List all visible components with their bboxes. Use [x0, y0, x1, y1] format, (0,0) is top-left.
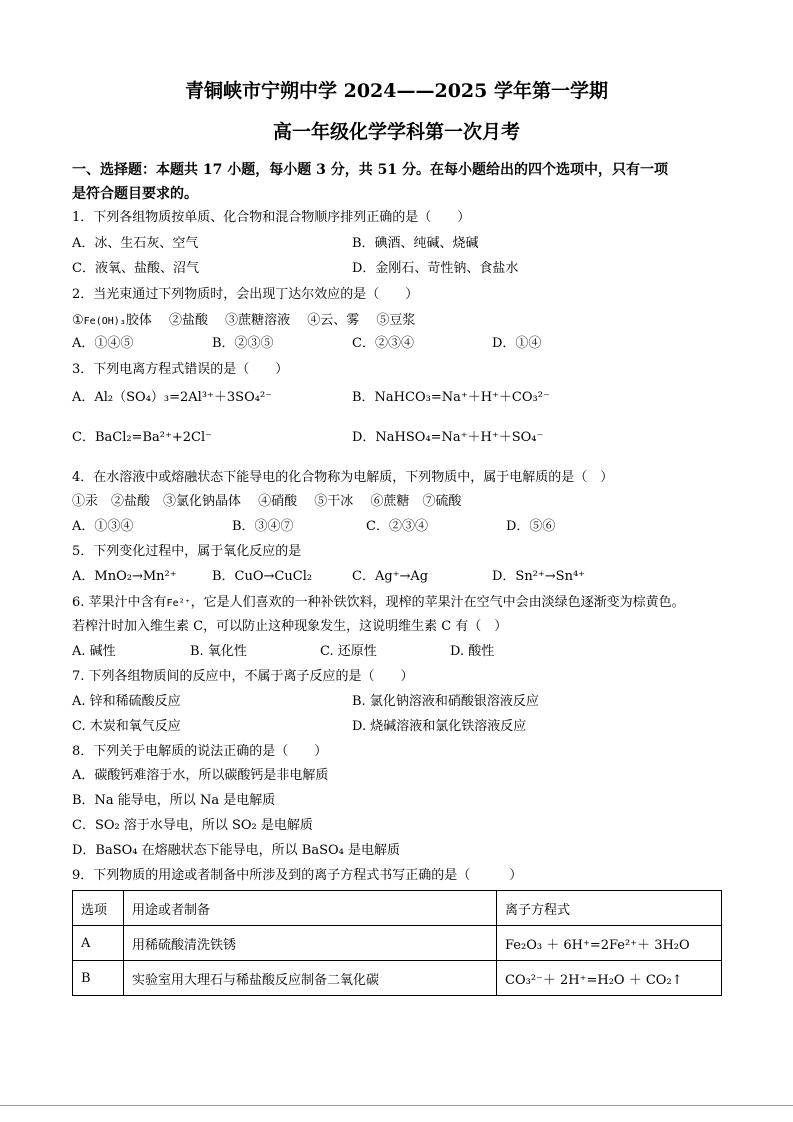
q6-stem-line2: 若榨汁时加入维生素 C，可以防止这种现象发生，这说明维生素 C 有（ ）	[72, 619, 508, 634]
q2-item-marker: ①	[72, 313, 84, 328]
q1-option-a: A．冰、生石灰、空气	[72, 236, 199, 251]
q6-stem-post: ，它是人们喜欢的一种补铁饮料，现榨的苹果汁在空气中会由淡绿色逐渐变为棕黄色。	[190, 595, 685, 610]
q2-option-c: C．②③④	[352, 336, 414, 351]
q2-option-d: D．①④	[492, 336, 542, 351]
q1-stem: 1．下列各组物质按单质、化合物和混合物顺序排列正确的是（ ）	[72, 210, 471, 225]
q3-stem: 3．下列电离方程式错误的是（ ）	[72, 362, 289, 377]
q9-table	[72, 890, 722, 996]
q3-option-d: D．NaHSO₄=Na⁺＋H⁺＋SO₄⁻	[352, 430, 544, 445]
q2-stem: 2．当光束通过下列物质时，会出现丁达尔效应的是（ ）	[72, 287, 419, 302]
q7-option-a: A. 锌和稀硫酸反应	[72, 694, 181, 709]
table-row	[73, 926, 722, 961]
exam-title: 青铜峡市宁朔中学 2024——2025 学年第一学期	[185, 80, 608, 102]
q4-option-b: B．③④⑦	[232, 519, 294, 534]
q1-option-d: D．金刚石、苛性钠、食盐水	[352, 261, 519, 276]
header-option: 选项	[73, 891, 124, 926]
q4-option-d: D．⑤⑥	[506, 519, 556, 534]
q4-option-c: C．②③④	[366, 519, 428, 534]
q8-option-b: B．Na 能导电，所以 Na 是电解质	[72, 793, 276, 808]
row-equation: Fe₂O₃ ＋ 6H⁺=2Fe²⁺＋ 3H₂O	[497, 926, 722, 961]
table-header-row	[73, 891, 722, 926]
q5-option-c: C．Ag⁺→Ag	[352, 569, 429, 584]
q5-option-a: A．MnO₂→Mn²⁺	[72, 569, 177, 584]
q6-option-c: C. 还原性	[320, 644, 377, 659]
section-heading-cont: 是符合题目要求的。	[72, 186, 198, 202]
section-heading: 一、选择题：本题共 17 小题，每小题 3 分，共 51 分。在每小题给出的四个选项中，只有一项	[72, 162, 668, 178]
q6-option-a: A. 碱性	[72, 644, 116, 659]
fe-oh3-formula: Fe(OH)₃	[83, 316, 126, 327]
row-usage: 用稀硫酸清洗铁锈	[124, 926, 497, 961]
row-option: A	[73, 926, 124, 961]
row-option: B	[73, 961, 124, 996]
q3-option-c: C．BaCl₂=Ba²⁺+2Cl⁻	[72, 430, 212, 445]
q5-option-d: D．Sn²⁺→Sn⁴⁺	[492, 569, 586, 584]
table-row	[73, 961, 722, 996]
q9-stem: 9．下列物质的用途或者制备中所涉及到的离子方程式书写正确的是（ ）	[72, 868, 523, 883]
q7-option-b: B. 氯化钠溶液和硝酸银溶液反应	[352, 694, 539, 709]
q7-stem: 7. 下列各组物质间的反应中，不属于离子反应的是（ ）	[72, 669, 414, 684]
q3-option-b: B．NaHCO₃=Na⁺＋H⁺＋CO₃²⁻	[352, 390, 550, 405]
q2-items-rest: 胶体 ②盐酸 ③蔗糖溶液 ④云、雾 ⑤豆浆	[125, 313, 416, 328]
q2-items	[72, 313, 415, 330]
q3-option-a: A．Al₂（SO₄）₃=2Al³⁺＋3SO₄²⁻	[72, 390, 273, 405]
q1-option-b: B．碘酒、纯碱、烧碱	[352, 236, 479, 251]
q6-option-d: D. 酸性	[450, 644, 495, 659]
header-usage: 用途或者制备	[124, 891, 497, 926]
q5-stem: 5．下列变化过程中，属于氧化反应的是	[72, 544, 302, 559]
q5-option-b: B．CuO→CuCl₂	[212, 569, 313, 584]
q7-option-c: C. 木炭和氧气反应	[72, 719, 181, 734]
q6-stem-pre: 6. 苹果汁中含有	[72, 595, 167, 610]
row-usage: 实验室用大理石与稀盐酸反应制备二氧化碳	[124, 961, 497, 996]
q8-option-d: D．BaSO₄ 在熔融状态下能导电，所以 BaSO₄ 是电解质	[72, 843, 400, 858]
q8-stem: 8．下列关于电解质的说法正确的是（ ）	[72, 744, 328, 759]
q7-option-d: D. 烧碱溶液和氯化铁溶液反应	[352, 719, 527, 734]
q4-stem: 4．在水溶液中或熔融状态下能导电的化合物称为电解质，下列物质中，属于电解质的是（ ）	[72, 470, 614, 485]
q4-items: ①汞 ②盐酸 ③氯化钠晶体 ④硝酸 ⑤干冰 ⑥蔗糖 ⑦硫酸	[72, 494, 462, 509]
page-footer-rule	[0, 1105, 793, 1106]
exam-subtitle: 高一年级化学学科第一次月考	[272, 121, 520, 143]
q2-option-b: B．②③⑤	[212, 336, 274, 351]
q1-option-c: C．液氧、盐酸、沼气	[72, 261, 199, 276]
q8-option-a: A．碳酸钙难溶于水，所以碳酸钙是非电解质	[72, 768, 329, 783]
q6-option-b: B. 氧化性	[190, 644, 247, 659]
q4-option-a: A．①③④	[72, 519, 134, 534]
header-equation: 离子方程式	[497, 891, 722, 926]
row-equation: CO₃²⁻＋ 2H⁺=H₂O ＋ CO₂↑	[497, 961, 722, 996]
q8-option-c: C．SO₂ 溶于水导电，所以 SO₂ 是电解质	[72, 818, 313, 833]
q2-option-a: A．①④⑤	[72, 336, 134, 351]
fe2-ion-formula: Fe²⁺	[166, 598, 191, 609]
q6-stem-line1	[72, 595, 685, 612]
